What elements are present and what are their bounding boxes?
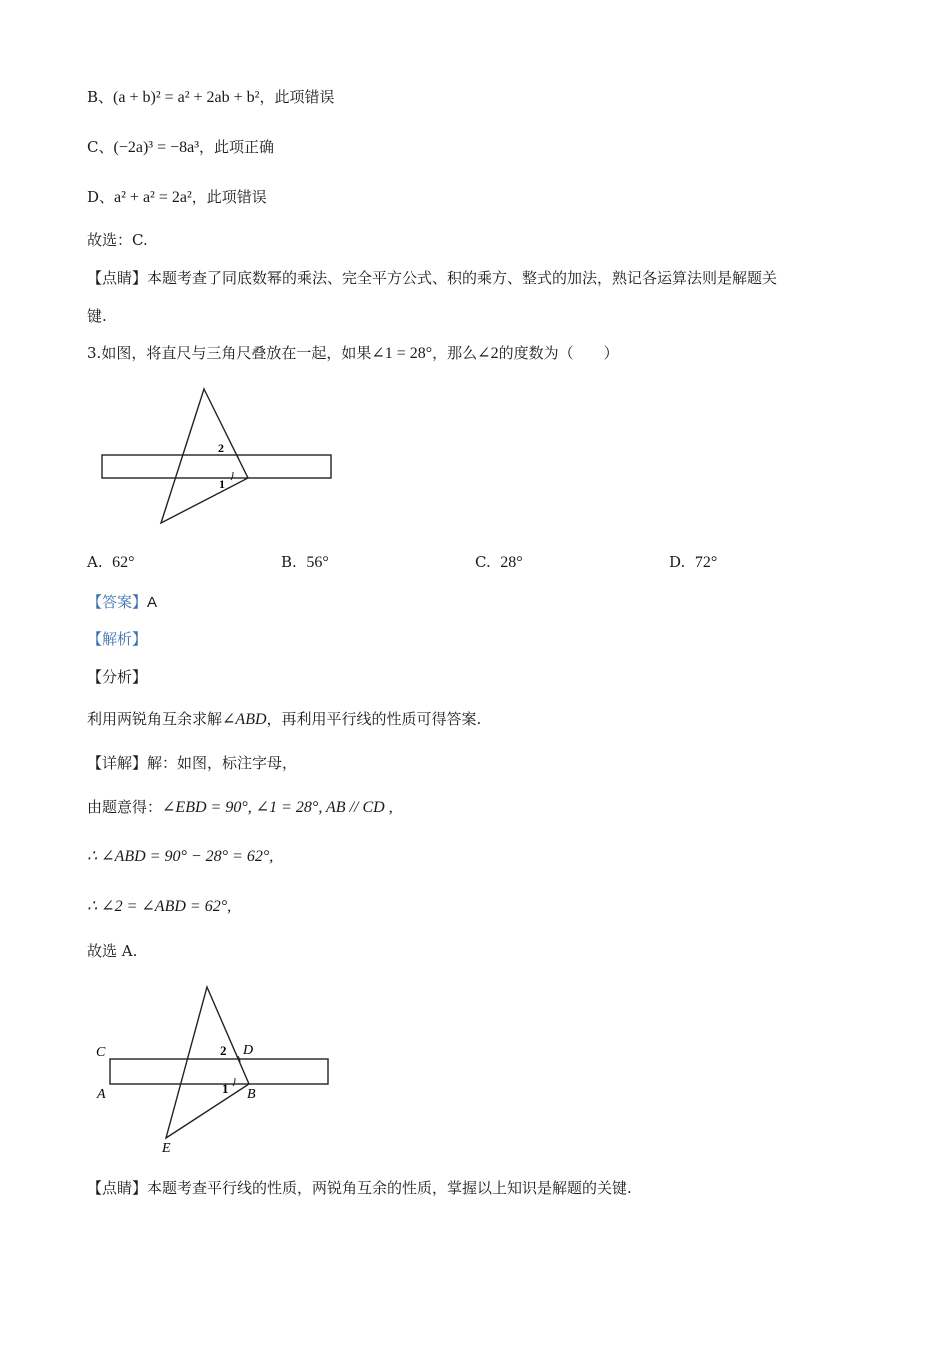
option-c-line: C、(−2a)³ = −8a³，此项正确	[87, 138, 275, 156]
fenxi-text: 利用两锐角互余求解∠ABD，再利用平行线的性质可得答案.	[87, 710, 482, 728]
option-b-expr: (a + b)² = a² + 2ab + b²	[113, 89, 260, 106]
fenxi-label: 【分析】	[87, 668, 148, 686]
fig2-angle-2-label: 2	[220, 1043, 227, 1058]
fig2-angle-1-label: 1	[222, 1081, 229, 1096]
option-d-expr: a² + a² = 2a²	[114, 189, 192, 206]
final-choice: 故选 A.	[87, 942, 138, 960]
fig2-point-d: D	[243, 1043, 254, 1058]
choice-d: D. 72°	[669, 553, 718, 571]
fig1-angle-2-label: 2	[218, 441, 224, 455]
choice-a: A. 62°	[87, 553, 135, 571]
question-3: 3.如图，将直尺与三角尺叠放在一起，如果∠1 = 28°，那么∠2的度数为（ ）	[87, 344, 619, 362]
step-1: ∴ ∠ABD = 90° − 28° = 62°,	[87, 848, 274, 865]
fig2-point-a: A	[97, 1087, 106, 1102]
option-c-expr: (−2a)³ = −8a³	[113, 139, 200, 156]
option-d-line: D、a² + a² = 2a²，此项错误	[87, 188, 267, 206]
figure-labeled	[90, 980, 350, 1160]
choice-b: B. 56°	[281, 553, 329, 571]
given-line: 由题意得：∠EBD = 90°, ∠1 = 28°, AB // CD ,	[87, 798, 393, 816]
detail-line: 【详解】解：如图，标注字母，	[87, 754, 298, 772]
final-comment: 【点睛】本题考查平行线的性质，两锐角互余的性质，掌握以上知识是解题的关键.	[87, 1179, 632, 1197]
fig2-point-b: B	[247, 1087, 256, 1102]
step-2: ∴ ∠2 = ∠ABD = 62°,	[87, 898, 232, 915]
answer-line: 【答案】A	[87, 593, 158, 611]
figure-ruler-triangle	[95, 380, 345, 530]
prev-choice: 故选：C.	[87, 231, 148, 249]
analysis-label: 【解析】	[87, 630, 148, 648]
fig2-point-e: E	[162, 1141, 171, 1156]
prev-comment-line2: 键.	[87, 307, 107, 325]
prev-comment-line1: 【点睛】本题考查了同底数幂的乘法、完全平方公式、积的乘方、整式的加法，熟记各运算法则是解题关	[87, 269, 778, 287]
fig1-angle-1-label: 1	[219, 477, 225, 491]
choice-c: C. 28°	[475, 553, 523, 571]
fig2-point-c: C	[96, 1045, 106, 1060]
option-b-line: B、(a + b)² = a² + 2ab + b²，此项错误	[87, 88, 335, 106]
